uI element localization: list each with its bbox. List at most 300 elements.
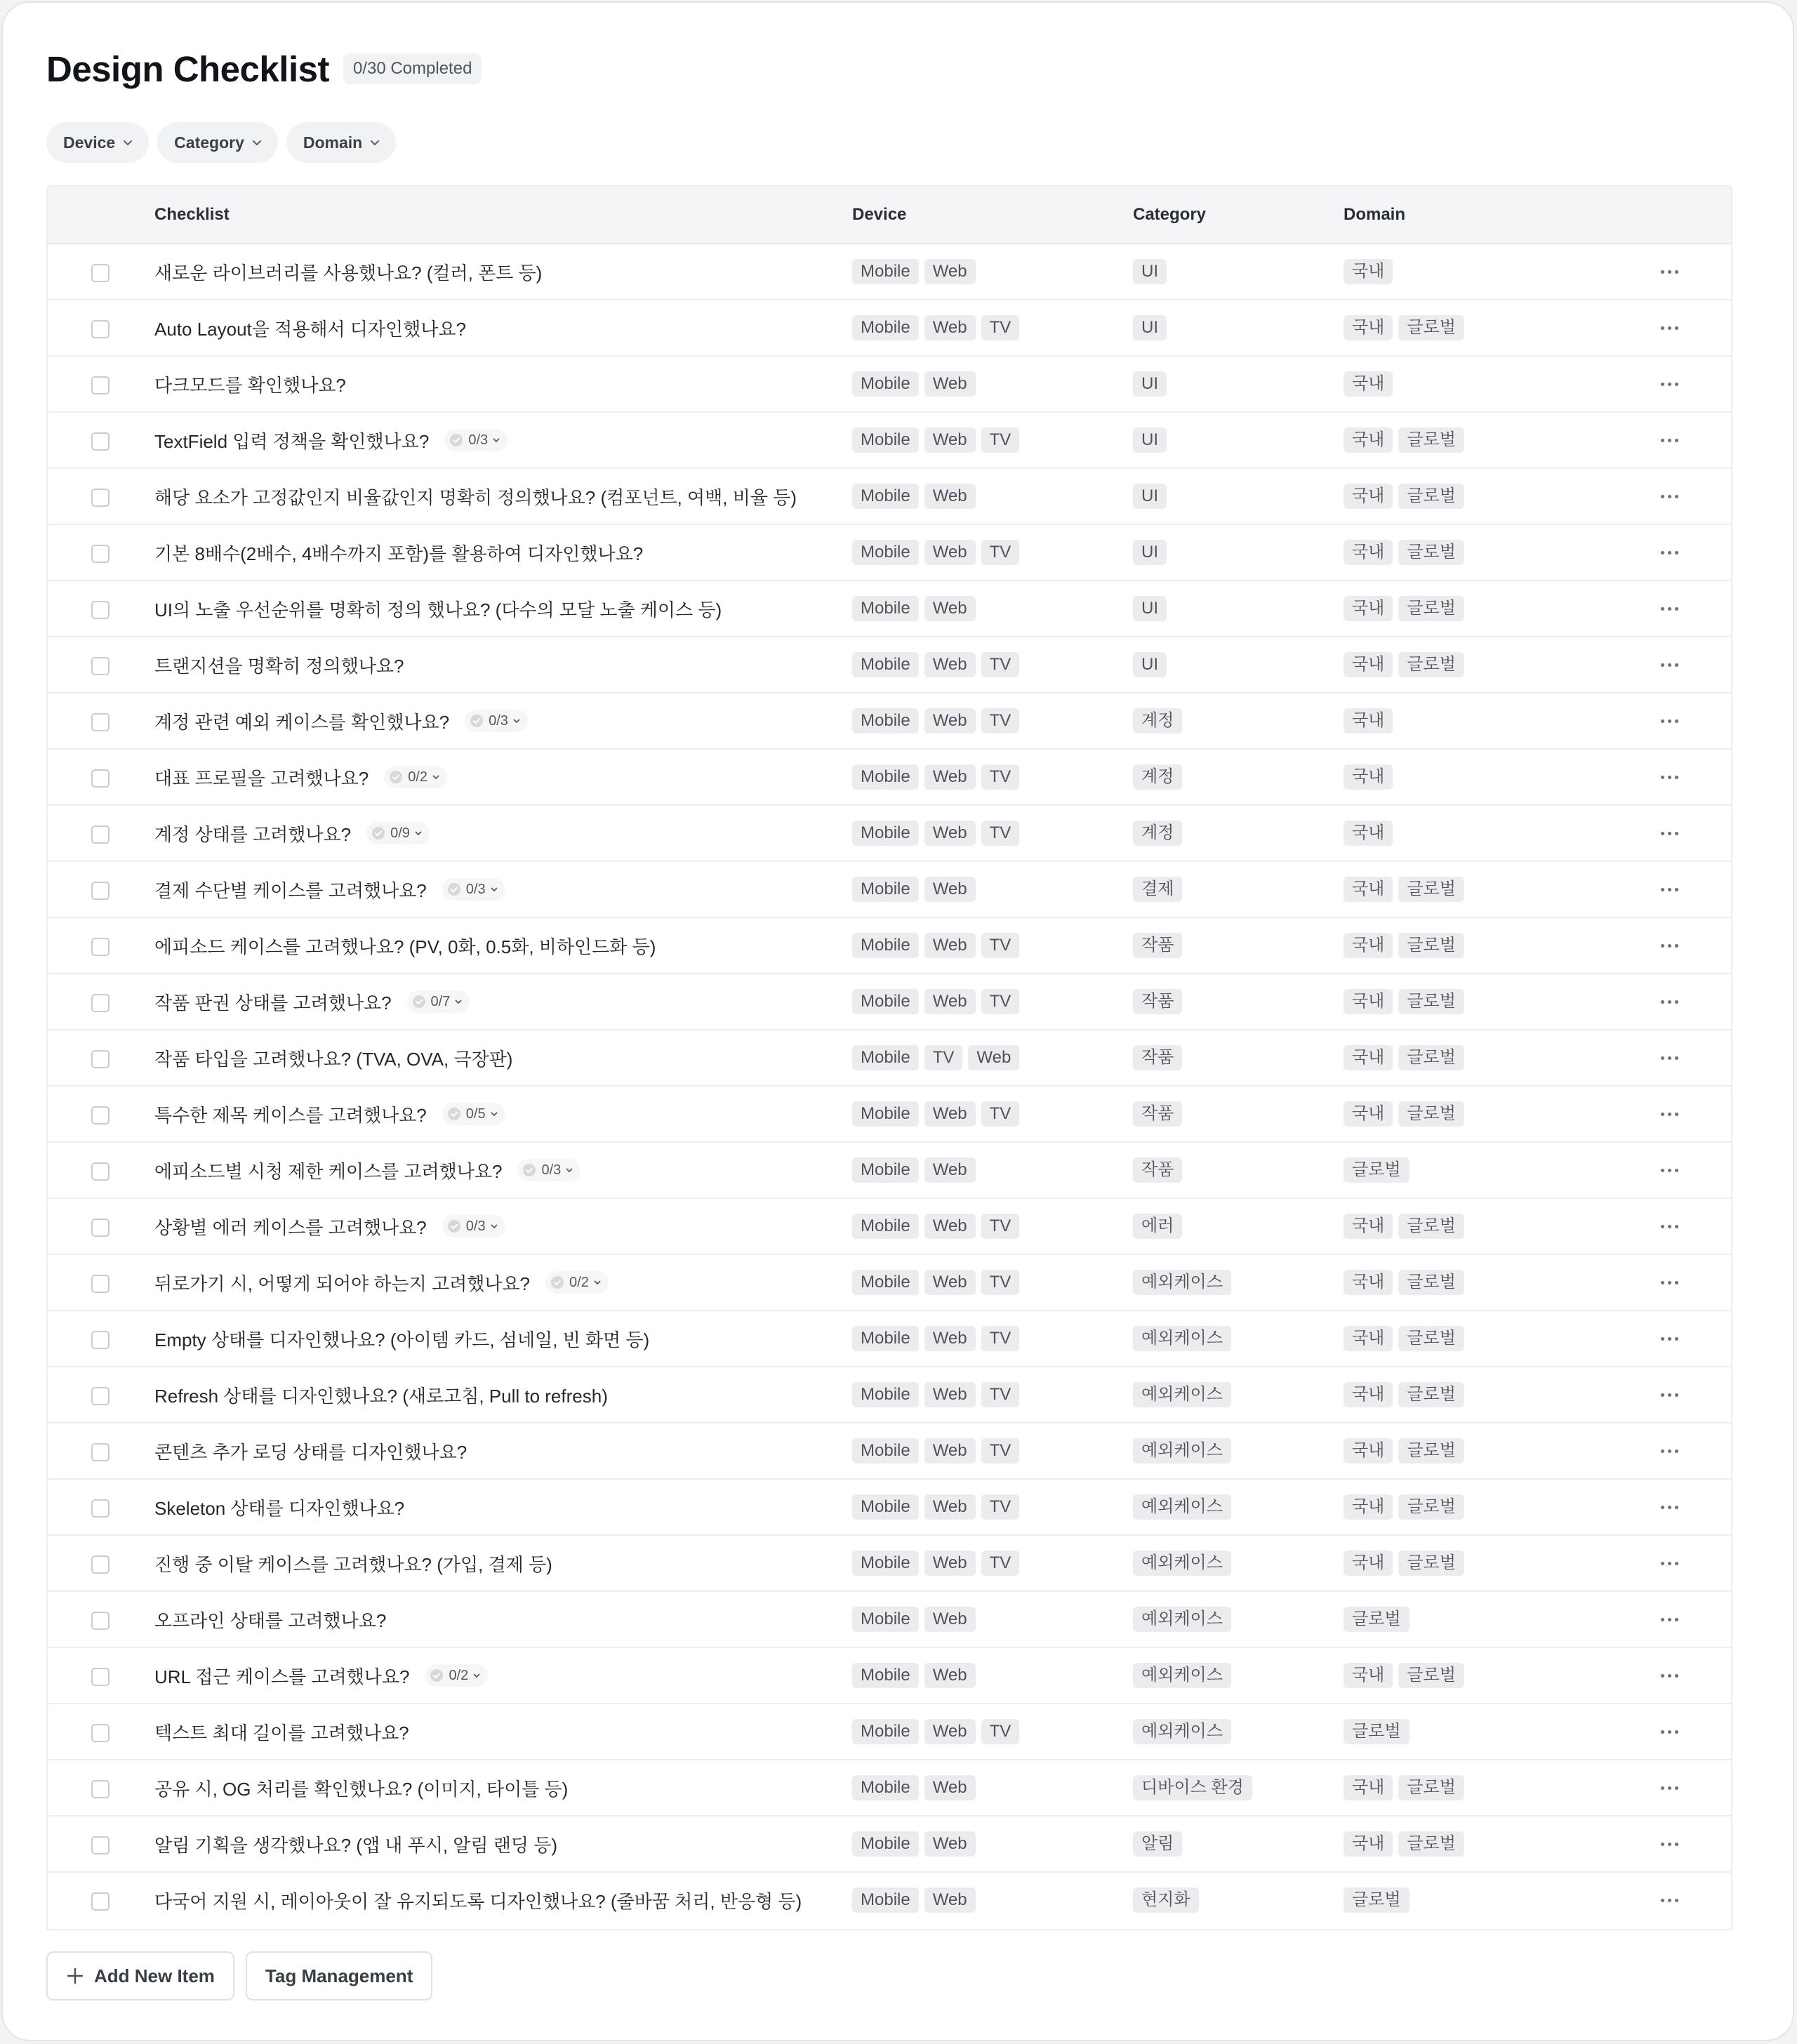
subtask-progress-count: 0/3 xyxy=(489,712,508,729)
table-row xyxy=(48,862,1731,918)
checklist-item-text: Empty 상태를 디자인했나요? (아이템 카드, 섬네일, 빈 화면 등) xyxy=(154,1329,650,1350)
category-cell xyxy=(1133,1760,1252,1815)
check-circle-icon xyxy=(388,769,404,785)
row-checkbox[interactable] xyxy=(91,657,110,675)
row-checkbox[interactable] xyxy=(91,1443,110,1461)
domain-tag: 글로벌 xyxy=(1398,877,1464,902)
category-tag: 작품 xyxy=(1133,933,1182,958)
domain-tag: 국내 xyxy=(1344,1270,1393,1295)
row-checkbox[interactable] xyxy=(91,489,110,507)
row-checkbox[interactable] xyxy=(91,1275,110,1293)
subtask-progress-toggle[interactable] xyxy=(465,710,528,732)
domain-tag: 국내 xyxy=(1344,1551,1393,1576)
add-new-item-button[interactable] xyxy=(46,1951,234,2000)
table-row xyxy=(48,1592,1731,1648)
row-checkbox[interactable] xyxy=(91,1106,110,1124)
domain-tag: 글로벌 xyxy=(1344,1887,1410,1913)
subtask-progress-toggle[interactable] xyxy=(384,766,447,788)
row-checkbox[interactable] xyxy=(91,769,110,788)
category-tag: 작품 xyxy=(1133,1045,1182,1070)
checklist-cell xyxy=(154,1030,512,1085)
domain-tag: 국내 xyxy=(1344,315,1393,340)
category-tag: 디바이스 환경 xyxy=(1133,1775,1252,1800)
row-checkbox[interactable] xyxy=(91,1162,110,1181)
domain-tag: 국내 xyxy=(1344,259,1393,284)
device-tag: Web xyxy=(924,1326,976,1351)
category-cell xyxy=(1133,1143,1182,1197)
domain-cell xyxy=(1344,1199,1464,1254)
domain-tag: 글로벌 xyxy=(1398,1270,1464,1295)
domain-cell xyxy=(1344,1030,1464,1085)
subtask-progress-count: 0/2 xyxy=(569,1274,589,1290)
table-row xyxy=(48,974,1731,1030)
domain-cell xyxy=(1344,750,1393,804)
domain-tag: 국내 xyxy=(1344,821,1393,846)
device-cell xyxy=(852,1648,976,1703)
row-checkbox[interactable] xyxy=(91,432,110,451)
device-tag: Mobile xyxy=(852,427,919,453)
domain-tag: 국내 xyxy=(1344,764,1393,790)
device-cell xyxy=(852,1480,1019,1534)
checklist-cell xyxy=(154,1704,409,1759)
device-tag: TV xyxy=(924,1045,963,1070)
chevron-down-icon xyxy=(369,137,380,148)
category-cell xyxy=(1133,1311,1231,1366)
device-tag: Mobile xyxy=(852,484,919,509)
domain-cell xyxy=(1344,1704,1410,1759)
more-options-icon[interactable] xyxy=(1654,1216,1685,1237)
device-cell xyxy=(852,918,1019,973)
category-tag: 예외케이스 xyxy=(1133,1382,1231,1407)
more-options-icon[interactable] xyxy=(1654,1609,1685,1630)
category-cell xyxy=(1133,750,1182,804)
device-tag: Mobile xyxy=(852,821,919,846)
domain-tag: 글로벌 xyxy=(1398,1382,1464,1407)
more-options-icon[interactable] xyxy=(1654,598,1685,619)
device-tag: TV xyxy=(981,933,1020,958)
table-row xyxy=(48,1480,1731,1536)
domain-tag: 글로벌 xyxy=(1398,1831,1464,1857)
device-tag: TV xyxy=(981,1101,1020,1127)
category-filter-dropdown[interactable] xyxy=(157,122,278,163)
checklist-cell xyxy=(154,525,643,580)
device-tag: Mobile xyxy=(852,1382,919,1407)
table-row xyxy=(48,694,1731,750)
table-row xyxy=(48,413,1731,469)
domain-cell xyxy=(1344,1367,1464,1422)
device-tag: Mobile xyxy=(852,1326,919,1351)
checklist-item-text: 해당 요소가 고정값인지 비율값인지 명확히 정의했나요? (컴포넌트, 여백, 비율 등) xyxy=(154,486,797,508)
domain-tag: 글로벌 xyxy=(1398,1045,1464,1070)
device-tag: Web xyxy=(924,708,976,734)
category-cell xyxy=(1133,637,1167,692)
device-tag: Web xyxy=(924,821,976,846)
device-cell xyxy=(852,1030,1019,1085)
category-tag: 예외케이스 xyxy=(1133,1607,1231,1632)
device-tag: Mobile xyxy=(852,1887,919,1913)
device-tag: Mobile xyxy=(852,933,919,958)
table-row xyxy=(48,1648,1731,1704)
row-checkbox[interactable] xyxy=(91,1555,110,1574)
checklist-item-text: 계정 상태를 고려했나요? xyxy=(154,823,352,845)
device-cell xyxy=(852,469,976,524)
device-tag: TV xyxy=(981,540,1020,565)
row-checkbox[interactable] xyxy=(91,1724,110,1742)
domain-tag: 글로벌 xyxy=(1398,596,1464,621)
checklist-cell xyxy=(154,1199,505,1254)
more-options-icon[interactable] xyxy=(1654,935,1685,956)
device-cell xyxy=(852,806,1019,861)
checklist-cell xyxy=(154,413,508,467)
domain-tag: 글로벌 xyxy=(1398,484,1464,509)
domain-tag: 국내 xyxy=(1344,1663,1393,1688)
domain-tag: 국내 xyxy=(1344,1045,1393,1070)
check-circle-icon xyxy=(522,1162,537,1178)
table-row xyxy=(48,1536,1731,1592)
category-tag: 예외케이스 xyxy=(1133,1494,1231,1520)
domain-tag: 글로벌 xyxy=(1398,1663,1464,1688)
subtask-progress-toggle[interactable] xyxy=(366,822,430,844)
domain-tag: 글로벌 xyxy=(1398,315,1464,340)
checklist-cell xyxy=(154,1648,488,1703)
table-row xyxy=(48,1367,1731,1424)
category-cell xyxy=(1133,918,1182,973)
device-tag: TV xyxy=(981,1326,1020,1351)
row-checkbox[interactable] xyxy=(91,994,110,1012)
row-checkbox[interactable] xyxy=(91,1050,110,1068)
checklist-cell xyxy=(154,862,505,917)
device-cell xyxy=(852,1255,1019,1310)
checklist-cell xyxy=(154,1536,552,1591)
device-cell xyxy=(852,1873,976,1927)
row-checkbox[interactable] xyxy=(91,938,110,956)
device-tag: Mobile xyxy=(852,989,919,1014)
device-tag: Mobile xyxy=(852,652,919,677)
domain-filter-dropdown[interactable] xyxy=(286,122,396,163)
domain-cell xyxy=(1344,525,1464,580)
domain-tag: 국내 xyxy=(1344,1831,1393,1857)
category-filter-label: Category xyxy=(174,133,244,152)
domain-tag: 글로벌 xyxy=(1344,1607,1410,1632)
table-row xyxy=(48,1704,1731,1760)
domain-cell xyxy=(1344,244,1393,299)
checklist-item-text: 상황별 에러 케이스를 고려했나요? xyxy=(154,1216,427,1238)
category-cell xyxy=(1133,413,1167,467)
category-cell xyxy=(1133,862,1182,917)
domain-tag: 국내 xyxy=(1344,596,1393,621)
device-tag: Web xyxy=(924,989,976,1014)
completion-badge: 0/30 Completed xyxy=(343,53,482,84)
checklist-cell xyxy=(154,581,722,636)
category-cell xyxy=(1133,1424,1231,1478)
row-checkbox[interactable] xyxy=(91,1499,110,1518)
more-options-icon[interactable] xyxy=(1654,430,1685,451)
check-circle-icon xyxy=(469,713,484,729)
row-checkbox[interactable] xyxy=(91,1219,110,1237)
device-tag: Mobile xyxy=(852,259,919,284)
device-cell xyxy=(852,750,1019,804)
device-tag: Mobile xyxy=(852,764,919,790)
checklist-item-text: TextField 입력 정책을 확인했나요? xyxy=(154,430,430,452)
subtask-progress-toggle[interactable] xyxy=(442,1103,505,1125)
device-tag: Mobile xyxy=(852,877,919,902)
device-cell xyxy=(852,1143,976,1197)
device-tag: TV xyxy=(981,1382,1020,1407)
device-tag: Web xyxy=(924,596,976,621)
device-cell xyxy=(852,1817,976,1871)
category-cell xyxy=(1133,806,1182,861)
subtask-progress-toggle[interactable] xyxy=(442,878,505,901)
tag-management-label: Tag Management xyxy=(265,1965,413,1986)
device-cell xyxy=(852,1760,976,1815)
row-checkbox[interactable] xyxy=(91,825,110,844)
domain-cell xyxy=(1344,1087,1464,1141)
checklist-cell xyxy=(154,1480,404,1534)
device-tag: Web xyxy=(924,1157,976,1183)
category-cell xyxy=(1133,1255,1231,1310)
device-tag: Mobile xyxy=(852,1045,919,1070)
domain-tag: 국내 xyxy=(1344,708,1393,734)
checklist-item-text: 콘텐츠 추가 로딩 상태를 디자인했나요? xyxy=(154,1441,468,1463)
checklist-cell xyxy=(154,1087,505,1141)
device-tag: Mobile xyxy=(852,1214,919,1239)
more-options-icon[interactable] xyxy=(1654,486,1685,507)
more-options-icon[interactable] xyxy=(1654,1440,1685,1461)
device-tag: Web xyxy=(924,1438,976,1464)
checklist-cell xyxy=(154,300,466,355)
more-options-icon[interactable] xyxy=(1654,991,1685,1012)
device-tag: TV xyxy=(981,989,1020,1014)
checklist-item-text: 결제 수단별 케이스를 고려했나요? xyxy=(154,880,427,901)
domain-tag: 글로벌 xyxy=(1344,1157,1410,1183)
subtask-progress-toggle[interactable] xyxy=(444,429,508,451)
row-checkbox[interactable] xyxy=(91,1331,110,1349)
row-checkbox[interactable] xyxy=(91,264,110,282)
table-row xyxy=(48,1424,1731,1480)
row-checkbox[interactable] xyxy=(91,1612,110,1630)
row-checkbox[interactable] xyxy=(91,1780,110,1798)
device-tag: TV xyxy=(981,315,1020,340)
row-checkbox[interactable] xyxy=(91,882,110,900)
domain-tag: 글로벌 xyxy=(1398,1438,1464,1464)
more-options-icon[interactable] xyxy=(1654,1496,1685,1518)
more-options-icon[interactable] xyxy=(1654,710,1685,731)
category-tag: 계정 xyxy=(1133,764,1182,790)
subtask-progress-count: 0/7 xyxy=(430,993,451,1009)
device-cell xyxy=(852,1087,1019,1141)
category-tag: 작품 xyxy=(1133,1101,1182,1127)
domain-tag: 국내 xyxy=(1344,1438,1393,1464)
table-row xyxy=(48,1087,1731,1143)
checklist-cell xyxy=(154,1424,467,1478)
row-checkbox[interactable] xyxy=(91,1892,110,1911)
more-options-icon[interactable] xyxy=(1654,1103,1685,1124)
more-options-icon[interactable] xyxy=(1654,823,1685,844)
category-cell xyxy=(1133,581,1167,636)
device-tag: Web xyxy=(968,1045,1019,1070)
device-tag: TV xyxy=(981,1214,1020,1239)
chevron-down-icon xyxy=(490,1110,498,1118)
category-cell xyxy=(1133,1480,1231,1534)
subtask-progress-toggle[interactable] xyxy=(407,990,470,1013)
device-cell xyxy=(852,694,1019,748)
chevron-down-icon xyxy=(565,1166,573,1174)
category-tag: 에러 xyxy=(1133,1214,1182,1239)
checklist-table xyxy=(46,185,1732,1930)
more-options-icon[interactable] xyxy=(1654,261,1685,282)
row-checkbox[interactable] xyxy=(91,545,110,563)
checklist-cell xyxy=(154,974,470,1029)
table-row xyxy=(48,300,1731,357)
domain-tag: 글로벌 xyxy=(1344,1719,1410,1744)
table-row xyxy=(48,1760,1731,1817)
more-options-icon[interactable] xyxy=(1654,1833,1685,1854)
more-options-icon[interactable] xyxy=(1654,1328,1685,1349)
category-tag: UI xyxy=(1133,540,1167,565)
subtask-progress-toggle[interactable] xyxy=(442,1215,505,1237)
subtask-progress-toggle[interactable] xyxy=(517,1159,581,1181)
category-cell xyxy=(1133,1199,1182,1254)
category-cell xyxy=(1133,244,1167,299)
checklist-item-text: UI의 노출 우선순위를 명확히 정의 했나요? (다수의 모달 노출 케이스 등) xyxy=(154,599,722,620)
device-tag: Mobile xyxy=(852,708,919,734)
checklist-item-text: 기본 8배수(2배수, 4배수까지 포함)를 활용하여 디자인했나요? xyxy=(154,543,644,564)
device-tag: Mobile xyxy=(852,1157,919,1183)
device-tag: Web xyxy=(924,1551,976,1576)
check-circle-icon xyxy=(429,1668,444,1683)
check-circle-icon xyxy=(371,825,386,841)
more-options-icon[interactable] xyxy=(1654,1160,1685,1181)
device-filter-dropdown[interactable] xyxy=(46,122,149,163)
subtask-progress-count: 0/5 xyxy=(465,1106,486,1122)
checklist-cell xyxy=(154,1143,581,1197)
domain-cell xyxy=(1344,1873,1410,1927)
checklist-item-text: 에피소드 케이스를 고려했나요? (PV, 0화, 0.5화, 비하인드화 등) xyxy=(154,936,656,957)
more-options-icon[interactable] xyxy=(1654,373,1685,394)
row-checkbox[interactable] xyxy=(91,1836,110,1854)
device-tag: Mobile xyxy=(852,1831,919,1857)
category-tag: UI xyxy=(1133,652,1167,677)
more-options-icon[interactable] xyxy=(1654,879,1685,900)
device-tag: TV xyxy=(981,1719,1020,1744)
more-options-icon[interactable] xyxy=(1654,654,1685,675)
table-row xyxy=(48,918,1731,974)
checklist-cell xyxy=(154,637,404,692)
domain-cell xyxy=(1344,1592,1410,1647)
more-options-icon[interactable] xyxy=(1654,1384,1685,1405)
chevron-down-icon xyxy=(414,829,423,837)
checklist-item-text: 오프라인 상태를 고려했나요? xyxy=(154,1610,387,1631)
category-tag: 예외케이스 xyxy=(1133,1663,1231,1688)
table-row xyxy=(48,1817,1731,1873)
more-options-icon[interactable] xyxy=(1654,1777,1685,1798)
subtask-progress-toggle[interactable] xyxy=(425,1664,488,1687)
more-options-icon[interactable] xyxy=(1654,542,1685,563)
device-tag: TV xyxy=(981,708,1020,734)
more-options-icon[interactable] xyxy=(1654,1047,1685,1068)
category-cell xyxy=(1133,1648,1231,1703)
checklist-item-text: 대표 프로필을 고려했나요? xyxy=(154,767,369,789)
domain-cell xyxy=(1344,862,1464,917)
category-tag: 예외케이스 xyxy=(1133,1551,1231,1576)
domain-cell xyxy=(1344,1648,1464,1703)
domain-cell xyxy=(1344,694,1393,748)
row-checkbox[interactable] xyxy=(91,713,110,731)
checklist-item-text: 새로운 라이브러리를 사용했나요? (컬러, 폰트 등) xyxy=(154,262,543,284)
device-cell xyxy=(852,581,976,636)
more-options-icon[interactable] xyxy=(1654,1890,1685,1911)
checklist-cell xyxy=(154,1760,568,1815)
domain-tag: 글로벌 xyxy=(1398,933,1464,958)
device-cell xyxy=(852,1199,1019,1254)
check-circle-icon xyxy=(446,882,462,897)
more-options-icon[interactable] xyxy=(1654,1721,1685,1742)
checklist-item-text: 뒤로가기 시, 어떻게 되어야 하는지 고려했나요? xyxy=(154,1273,531,1294)
more-options-icon[interactable] xyxy=(1654,1272,1685,1293)
row-checkbox[interactable] xyxy=(91,1387,110,1405)
domain-cell xyxy=(1344,1536,1464,1591)
device-tag: Web xyxy=(924,371,976,397)
device-tag: Web xyxy=(924,933,976,958)
device-tag: Mobile xyxy=(852,1270,919,1295)
device-tag: TV xyxy=(981,821,1020,846)
more-options-icon[interactable] xyxy=(1654,766,1685,788)
category-cell xyxy=(1133,1704,1231,1759)
device-tag: Web xyxy=(924,484,976,509)
device-tag: TV xyxy=(981,1270,1020,1295)
domain-tag: 국내 xyxy=(1344,1214,1393,1239)
page-header xyxy=(46,46,482,91)
domain-cell xyxy=(1344,469,1464,524)
column-header-checklist: Checklist xyxy=(154,205,230,224)
table-row xyxy=(48,806,1731,862)
more-options-icon[interactable] xyxy=(1654,317,1685,338)
checklist-item-text: 알림 기획을 생각했나요? (앱 내 푸시, 알림 랜딩 등) xyxy=(154,1834,557,1856)
checklist-item-text: Skeleton 상태를 디자인했나요? xyxy=(154,1497,405,1519)
table-body xyxy=(46,244,1732,1930)
checklist-cell xyxy=(154,469,797,524)
checklist-cell xyxy=(154,1592,386,1647)
device-cell xyxy=(852,300,1019,355)
category-tag: 작품 xyxy=(1133,989,1182,1014)
row-checkbox[interactable] xyxy=(91,601,110,619)
chevron-down-icon xyxy=(251,137,263,148)
table-row xyxy=(48,1030,1731,1087)
tag-management-button[interactable] xyxy=(246,1951,432,2000)
category-tag: 예외케이스 xyxy=(1133,1326,1231,1351)
table-row xyxy=(48,1873,1731,1929)
category-tag: UI xyxy=(1133,427,1167,453)
device-tag: Web xyxy=(924,1663,976,1688)
device-tag: TV xyxy=(981,1494,1020,1520)
more-options-icon[interactable] xyxy=(1654,1553,1685,1574)
checklist-cell xyxy=(154,750,447,804)
more-options-icon[interactable] xyxy=(1654,1665,1685,1686)
checklist-item-text: Auto Layout을 적용해서 디자인했나요? xyxy=(154,318,466,340)
checklist-cell xyxy=(154,357,346,411)
device-cell xyxy=(852,637,1019,692)
category-tag: 예외케이스 xyxy=(1133,1270,1231,1295)
category-cell xyxy=(1133,1817,1182,1871)
device-tag: Mobile xyxy=(852,1101,919,1127)
row-checkbox[interactable] xyxy=(91,320,110,338)
add-new-item-label: Add New Item xyxy=(94,1965,215,1986)
subtask-progress-toggle[interactable] xyxy=(545,1271,609,1294)
domain-tag: 글로벌 xyxy=(1398,652,1464,677)
row-checkbox[interactable] xyxy=(91,1668,110,1686)
row-checkbox[interactable] xyxy=(91,376,110,394)
subtask-progress-count: 0/9 xyxy=(390,825,410,841)
